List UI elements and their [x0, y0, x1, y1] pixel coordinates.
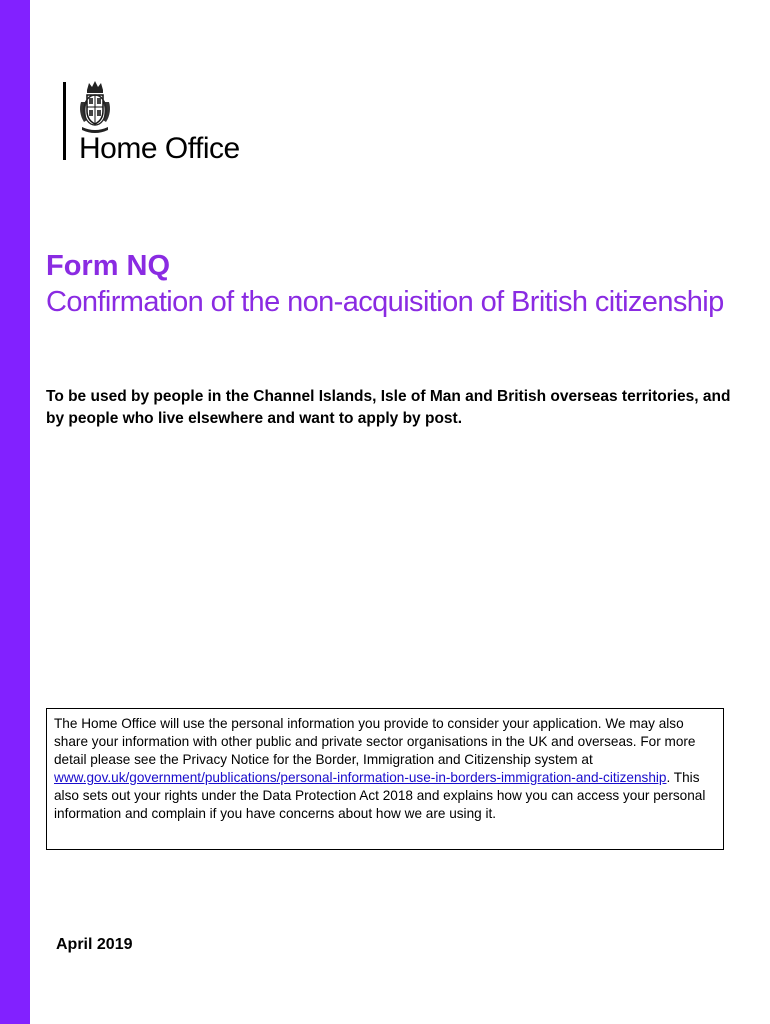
publication-date: April 2019 — [56, 936, 133, 953]
privacy-notice-box — [46, 708, 724, 850]
form-code: Form NQ — [46, 250, 171, 282]
royal-coat-of-arms-icon — [78, 80, 112, 134]
home-office-logo — [63, 80, 263, 164]
logo-rule — [63, 82, 66, 160]
form-title: Confirmation of the non-acquisition of British citizenship — [46, 286, 724, 318]
privacy-text-before-link: The Home Office will use the personal information you provide to consider your application. We may also share your information with other public and private sector organisations in the UK and overseas. For more detail please see the Privacy Notice for the Border, Immigration and Citizenship system at — [54, 716, 696, 767]
side-color-stripe — [0, 0, 30, 1024]
organisation-name: Home Office — [79, 132, 240, 165]
intro-paragraph: To be used by people in the Channel Islands, Isle of Man and British overseas territories, and by people who live elsewhere and want to apply by post. — [46, 388, 731, 427]
privacy-notice-link[interactable]: www.gov.uk/government/publications/personal-information-use-in-borders-immigration-and-citizenship — [54, 770, 667, 785]
privacy-text-after-link: . This also sets out your rights under the Data Protection Act 2018 and explains how you can access your personal information and complain if you have concerns about how we are using it. — [54, 770, 706, 821]
